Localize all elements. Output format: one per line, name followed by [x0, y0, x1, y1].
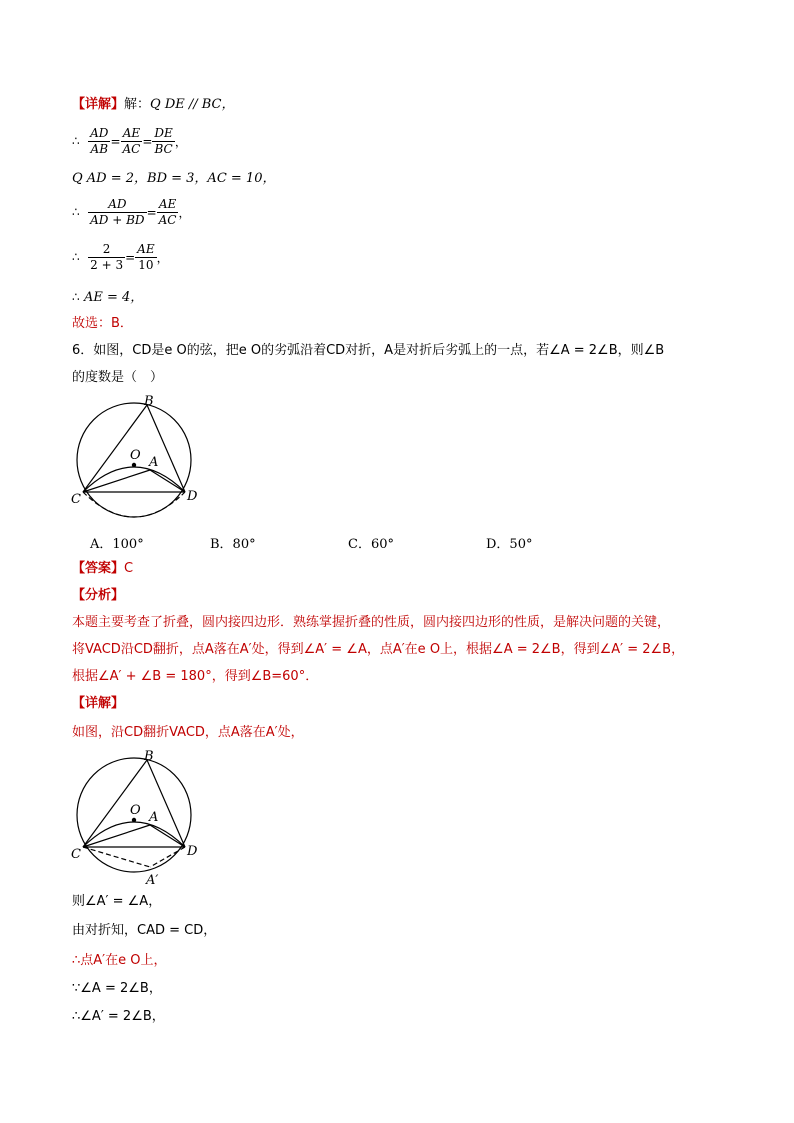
fraction [157, 197, 179, 228]
segment-ca-prime [83, 847, 150, 867]
numerator: AE [137, 242, 155, 256]
label-o: O [130, 448, 141, 463]
center-point [132, 818, 136, 822]
label-c: C [71, 847, 81, 862]
fraction [135, 242, 156, 273]
proportion-line-3: ∴ $\frac{2}{2 + 3}$ = $\frac{AE}{10}$ ， [72, 242, 169, 272]
label-b: B [144, 749, 154, 764]
answer-line [72, 560, 133, 578]
detail-line1: 如图，沿CD翻折VACD，点A落在A′处， [72, 725, 304, 740]
therefore-symbol: ∴ [72, 250, 80, 264]
detail-header-line [72, 96, 235, 114]
step1-line: 则∠A′ = ∠A， [72, 894, 162, 909]
proportion-line: ∴ $\frac{AD}{AB}$ = $\frac{AE}{AC}$ = $\frac{DE}{BC}$ ， [72, 126, 187, 156]
circle-figure-1 [68, 392, 218, 527]
denominator: 10 [138, 258, 154, 272]
fraction [121, 126, 143, 157]
therefore-symbol: ∴ [72, 290, 80, 304]
numerator: DE [154, 126, 173, 140]
punct: ， [174, 135, 187, 149]
step5-line: ∴∠A′ = 2∠B， [72, 1009, 165, 1024]
result-value: AE = 4， [84, 290, 144, 305]
segment-db [147, 405, 185, 492]
detail-tag: 【详解】 [72, 97, 125, 112]
given-lengths: Q AD = 2，BD = 3，AC = 10， [72, 171, 276, 186]
denominator: BC [154, 142, 173, 156]
numerator: AD [90, 126, 109, 140]
option-b[interactable]: B．80° [210, 537, 256, 552]
numerator: AE [121, 126, 143, 142]
option-a[interactable]: A．100° [90, 537, 144, 552]
numerator: 2 [88, 242, 125, 258]
step3-line: ∴点A′在e O上， [72, 953, 167, 968]
step4-line: ∵∠A = 2∠B， [72, 981, 162, 996]
punct: ， [178, 206, 191, 220]
analysis-line1: 本题主要考查了折叠，圆内接四边形．熟练掌握折叠的性质，圆内接四边形的性质，是解决问题的关键， [72, 615, 671, 630]
denominator: AD + BD [90, 213, 145, 227]
denominator: AC [122, 142, 141, 156]
punct: ， [156, 251, 169, 265]
therefore-symbol: ∴ [72, 205, 80, 219]
numerator: AE [157, 197, 179, 213]
answer-value: C [124, 561, 134, 576]
segment-da-prime [150, 847, 185, 867]
original-arc-dashed [83, 492, 185, 517]
step2-line: 由对折知，CAD = CD， [72, 923, 217, 938]
label-b: B [144, 394, 154, 409]
denominator: AB [90, 142, 109, 156]
label-d: D [187, 489, 198, 504]
option-d[interactable]: D．50° [486, 537, 533, 552]
question-stem-line2: 的度数是（ ） [72, 370, 164, 385]
choice-line: 故选：B． [72, 316, 133, 331]
fraction [88, 197, 146, 228]
answer-options [90, 533, 650, 551]
center-point [132, 463, 136, 467]
label-o: O [130, 803, 141, 818]
label-a-prime: A′ [146, 873, 159, 888]
analysis-line2: 将VACD沿CD翻折，点A落在A′处，得到∠A′ = ∠A，点A′在e O上，根据∠A = 2∠B，得到∠A′ = 2∠B， [72, 642, 685, 657]
result-line [72, 288, 143, 307]
fraction [88, 242, 125, 273]
segment-ca [83, 470, 150, 492]
segment-ca [83, 825, 150, 847]
therefore-symbol: ∴ [72, 134, 80, 148]
label-a: A [149, 455, 159, 470]
segment-db [147, 760, 185, 847]
circle-figure-2 [68, 745, 218, 890]
denominator: 2 + 3 [90, 258, 124, 272]
fraction [88, 126, 110, 157]
denominator: AC [158, 213, 177, 227]
detail-tag-2: 【详解】 [72, 696, 125, 711]
proportion-line-2: ∴ $\frac{AD}{AD + BD}$ = $\frac{AE}{AC}$ ， [72, 197, 191, 227]
label-a: A [149, 810, 159, 825]
label-d: D [187, 844, 198, 859]
detail-intro: 解： [124, 97, 151, 112]
option-c[interactable]: C．60° [348, 537, 394, 552]
analysis-line3: 根据∠A′ + ∠B = 180°，得到∠B=60°． [72, 669, 319, 684]
question-stem-line1: 6．如图，CD是e O的弦，把e O的劣弧沿着CD对折，A是对折后劣弧上的一点，若∠A = 2∠B，则∠B [72, 343, 665, 358]
label-c: C [71, 492, 81, 507]
numerator: AD [88, 197, 146, 213]
fraction [152, 126, 174, 157]
answer-tag: 【答案】 [72, 561, 125, 576]
given-parallel: Q DE // BC， [150, 97, 235, 112]
analysis-tag: 【分析】 [72, 588, 125, 603]
